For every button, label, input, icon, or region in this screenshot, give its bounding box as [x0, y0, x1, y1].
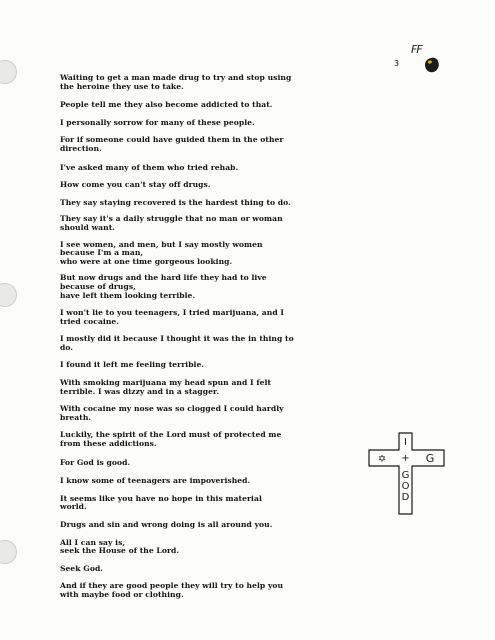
cross-god-letter: G	[401, 470, 410, 481]
paragraph: People tell me they also become addicted to that.	[60, 100, 273, 110]
paragraph: It seems like you have no hope in this material world.	[60, 493, 262, 512]
paragraph: I've asked many of them who tried rehab.	[60, 162, 239, 172]
paragraph: I know some of teenagers are impoverished.	[60, 476, 251, 486]
paragraph: For if someone could have guided them in the other direction.	[60, 135, 284, 153]
paragraph: They say it's a daily struggle that no man or woman should want.	[60, 214, 283, 232]
poem-body	[60, 74, 410, 600]
cross-plus: +	[401, 453, 410, 464]
page-number: 3	[394, 59, 400, 68]
paragraph: I won't lie to you teenagers, I tried marijuana, and I tried cocaine.	[60, 308, 284, 326]
paragraph: Luckily, the spirit of the Lord must of protected me from these addictions.	[60, 430, 282, 449]
cross-god-letter: D	[401, 492, 410, 503]
paragraph: Drugs and sin and wrong doing is all around you.	[60, 520, 273, 529]
punch-hole	[0, 283, 17, 307]
paragraph: For God is good.	[60, 457, 131, 467]
star-of-david-icon: ✡	[377, 454, 387, 465]
paragraph: I found it left me feeling terrible.	[60, 360, 205, 370]
cross-god-letter: O	[401, 481, 410, 492]
paragraph: But now drugs and the hard life they had to live because of drugs, have left them looking terrible.	[60, 273, 267, 300]
ink-blot-icon	[423, 56, 441, 74]
cross-top-letter: I	[404, 437, 407, 448]
paragraph: I mostly did it because I thought it was the in thing to do.	[60, 334, 294, 352]
paragraph: I personally sorrow for many of these people.	[60, 117, 255, 127]
paragraph: I see women, and men, but I say mostly women because I'm a man, who were at one time gorgeous looking.	[60, 239, 263, 266]
punch-hole	[0, 540, 17, 564]
punch-hole	[0, 60, 17, 84]
paragraph: And if they are good people they will try to help you with maybe food or clothing.	[60, 581, 284, 599]
paragraph: All I can say is, seek the House of the Lord.	[60, 537, 180, 556]
paragraph: With smoking marijuana my head spun and I felt terrible. I was dizzy and in a stagger.	[60, 378, 272, 396]
paragraph: With cocaine my nose was so clogged I could hardly breath.	[60, 404, 284, 422]
cross-drawing	[366, 430, 448, 516]
cross-right-letter: G	[425, 452, 435, 465]
paragraph: Waiting to get a man made drug to try and stop using the heroine they use to take.	[60, 73, 292, 91]
paragraph: They say staying recovered is the hardest thing to do.	[60, 197, 291, 207]
paragraph: How come you can't stay off drugs.	[60, 180, 211, 190]
paragraph: Seek God.	[60, 563, 104, 573]
handwritten-initials: FF	[411, 43, 422, 56]
